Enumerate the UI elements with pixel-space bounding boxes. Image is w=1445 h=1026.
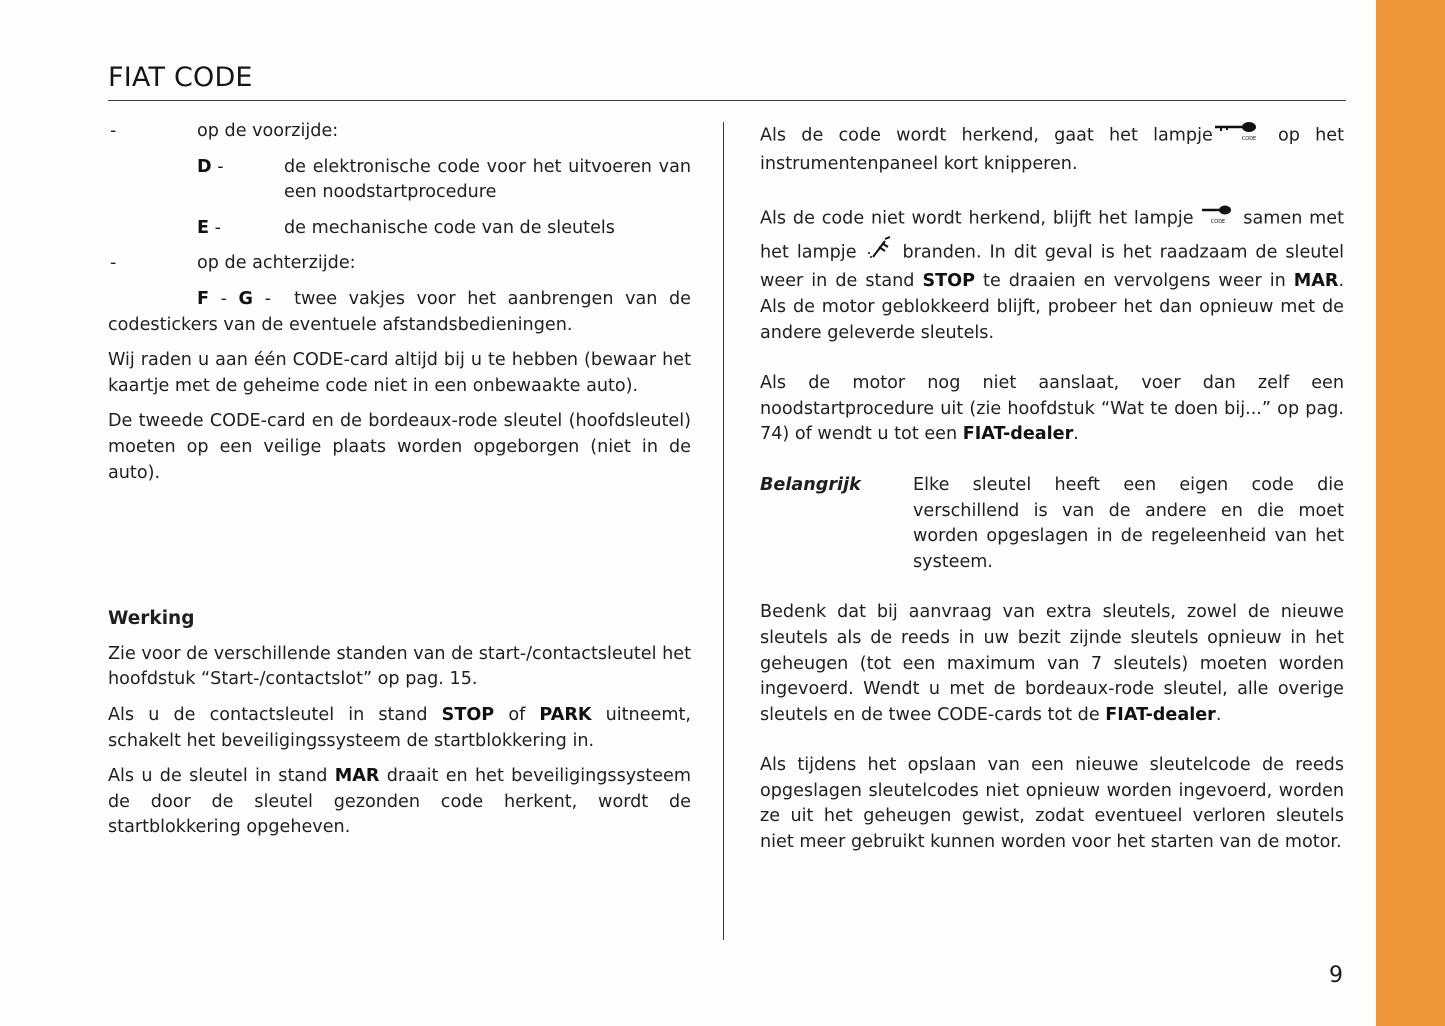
para-stop: Als u de contactsleutel in stand STOP of PARK uitneemt, schakelt het beveiligingssysteem de startblokkering in.	[108, 704, 691, 751]
key-code-warning-icon	[1213, 119, 1263, 152]
important-text: Elke sleutel heeft een eigen code die verschillend is van de andere en die moet worden opgeslagen in de regeleenheid van het systeem.	[913, 474, 1344, 572]
right-column	[760, 119, 1344, 856]
column-divider	[723, 122, 724, 940]
section-title: FIAT CODE	[108, 62, 253, 93]
para-advice: Wij raden u aan één CODE-card altijd bij u te hebben (bewaar het kaartje met de geheime code niet in een onbewaakte auto).	[108, 350, 691, 396]
item-e: E - de mechanische code van de sleutels	[197, 217, 615, 238]
svg-text:CODE: CODE	[1211, 219, 1226, 226]
bullet-front: - op de voorzijde:	[110, 121, 339, 141]
para-second-card: De tweede CODE-card en de bordeaux-rode sleutel (hoofdsleutel) moeten op een veilige plaats worden opgeborgen (niet in de auto).	[108, 411, 691, 483]
page-number: 9	[1329, 963, 1343, 988]
para-mar: Als u de sleutel in stand MAR draait en het beveiligingssysteem de door de sleutel gezonden code herkent, wordt de startblokkering opgeheven.	[108, 766, 691, 838]
important-note	[760, 473, 1344, 575]
para-positions: Zie voor de verschillende standen van de start-/contactsleutel het hoofdstuk “Start-/contactslot” op pag. 15.	[108, 643, 691, 690]
heading-werking: Werking	[108, 608, 195, 630]
item-fg: F - G - twee vakjes voor het aanbrengen van de codestickers van de eventuele afstandsbedieningen.	[108, 288, 691, 335]
left-column	[108, 119, 691, 841]
engine-injection-warning-icon	[865, 235, 895, 270]
para-code-recognized: Als de code wordt herkend, gaat het lampje CODE op het instrumentenpaneel kort knipperen.	[760, 119, 1344, 177]
para-code-not-recognized: Als de code niet wordt herkend, blijft het lampje CODE samen met het lampje branden. In dit geval is het raadzaam de sleutel weer in de stand STOP te draaien en vervolgens weer in MAR. Als de motor geblokkeerd blijft, probeer het dan opnieuw met de andere geleverde sleutels.	[760, 202, 1344, 346]
important-label: Belangrijk	[760, 474, 861, 495]
para-extra-keys: Bedenk dat bij aanvraag van extra sleutels, zowel de nieuwe sleutels als de reeds in uw bezit zijnde sleutels opnieuw in het geheugen (tot een maximum van 7 sleutels) moeten worden ingevoerd. Wendt u met de bordeaux-rode sleutel, alle overige sleutels en de twee CODE-cards tot de FIAT-dealer.	[760, 602, 1344, 725]
para-emergency-start: Als de motor nog niet aanslaat, voer dan zelf een noodstartprocedure uit (zie hoofdstuk “Wat te doen bij...” op pag. 74) of wendt u tot een FIAT-dealer.	[760, 373, 1344, 445]
item-d: D - de elektronische code voor het uitvoeren van een noodstartprocedure	[197, 156, 691, 203]
svg-text:CODE: CODE	[1241, 136, 1256, 142]
chapter-tab	[1376, 0, 1445, 1026]
para-key-storing: Als tijdens het opslaan van een nieuwe sleutelcode de reeds opgeslagen sleutelcodes niet opnieuw worden ingevoerd, worden ze uit het geheugen gewist, zodat eventueel verloren sleutels niet meer gebruikt kunnen worden voor het starten van de motor.	[760, 755, 1344, 853]
header-rule	[108, 100, 1346, 101]
bullet-back: - op de achterzijde:	[110, 253, 356, 274]
key-code-warning-icon-2	[1200, 202, 1236, 235]
